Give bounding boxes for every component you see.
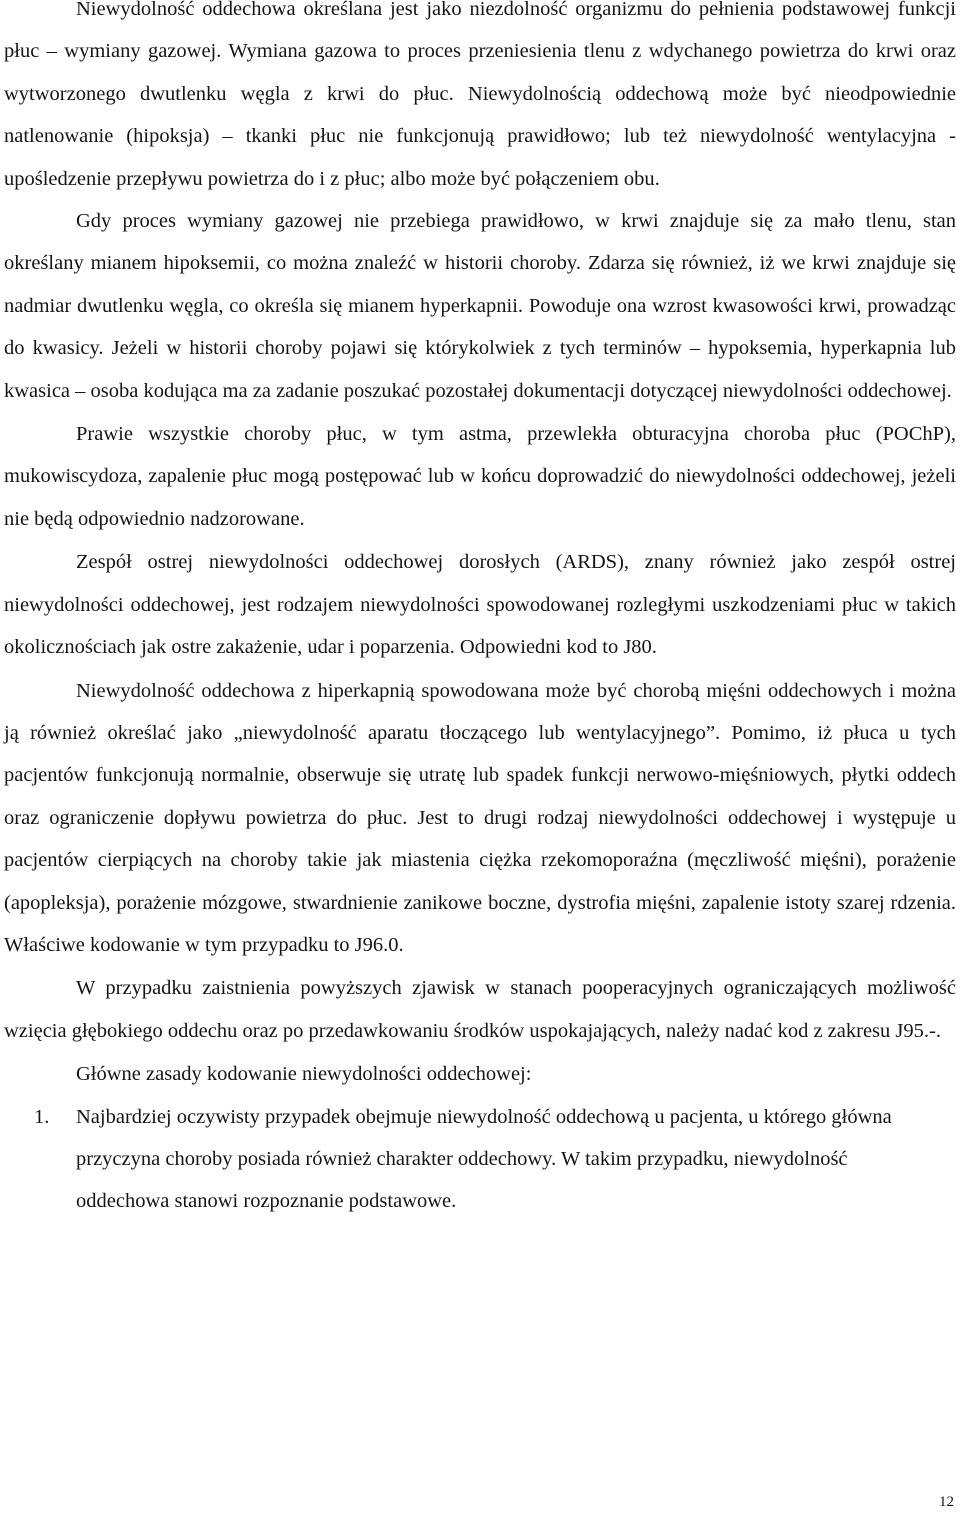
paragraph-respiratory-failure-definition: Niewydolność oddechowa określana jest jako niezdolność organizmu do pełnienia podstawowej funkcji płuc – wymiany gazowej. Wymiana gazowa to proces przeniesienia tlenu z wdychanego powietrza do krwi oraz wytworzonego dwutlenku węgla z krwi do płuc. Niewydolnością oddechową może być nieodpowiednie natlenowanie (hipoksja) – tkanki płuc nie funkcjonują prawidłowo; lub też niewydolność wentylacyjna - upośledzenie przepływu powietrza do i z płuc; albo może być połączeniem obu. — [4, 0, 956, 190]
list-item-number: 1. — [34, 1105, 50, 1128]
paragraph-gas-exchange-hypoxemia: Gdy proces wymiany gazowej nie przebiega prawidłowo, w krwi znajduje się za mało tlenu, stan określany mianem hipoksemii, co można znaleźć w historii choroby. Zdarza się również, iż we krwi znajduje się nadmiar dwutlenku węgla, co określa się mianem hyperkapnii. Powoduje ona wzrost kwasowości krwi, prowadząc do kwasicy. Jeżeli w historii choroby pojawi się którykolwiek z tych terminów – hypoksemia, hyperkapnia lub kwasica – osoba kodująca ma za zadanie poszukać pozostałej dokumentacji dotyczącej niewydolności oddechowej. — [4, 210, 956, 402]
paragraph-postoperative: W przypadku zaistnienia powyższych zjawisk w stanach pooperacyjnych ograniczających możliwość wzięcia głębokiego oddechu oraz po przedawkowaniu środków uspokajających, należy nadać kod z zakresu J95.-. — [4, 977, 956, 1042]
paragraph-hypercapnic-failure: Niewydolność oddechowa z hiperkapnią spowodowana może być chorobą mięśni oddechowych i można ją również określać jako „niewydolność aparatu tłoczącego lub wentylacyjnego”. Pomimo, iż płuca u tych pacjentów funkcjonują normalnie, obserwuje się utratę lub spadek funkcji nerwowo-mięśniowych, płytki oddech oraz ograniczenie dopływu powietrza do płuc. Jest to drugi rodzaj niewydolności oddechowej i występuje u pacjentów cierpiących na choroby takie jak miastenia ciężka rzekomoporaźna (męczliwość mięśni), porażenie (apopleksja), porażenie mózgowe, stwardnienie zanikowe boczne, dystrofia mięśni, zapalenie istoty szarej rdzenia. Właściwe kodowanie w tym przypadku to J96.0. — [4, 679, 956, 956]
page-number: 12 — [939, 1494, 954, 1510]
paragraph-coding-rules-heading: Główne zasady kodowanie niewydolności oddechowej: — [76, 1063, 532, 1086]
document-body — [4, 0, 956, 1223]
list-item-text: Najbardziej oczywisty przypadek obejmuje niewydolność oddechową u pacjenta, u którego główna przyczyna choroby posiada również charakter oddechowy. W takim przypadku, niewydolność oddechowa stanowi rozpoznanie podstawowe. — [76, 1105, 892, 1213]
list-item — [4, 1096, 956, 1223]
paragraph-lung-diseases: Prawie wszystkie choroby płuc, w tym astma, przewlekła obturacyjna choroba płuc (POChP), mukowiscydoza, zapalenie płuc mogą postępować lub w końcu doprowadzić do niewydolności oddechowej, jeżeli nie będą odpowiednio nadzorowane. — [4, 423, 956, 530]
paragraph-ards: Zespół ostrej niewydolności oddechowej dorosłych (ARDS), znany również jako zespół ostrej niewydolności oddechowej, jest rodzajem niewydolności spowodowanej rozległymi uszkodzeniami płuc w takich okolicznościach jak ostre zakażenie, udar i poparzenia. Odpowiedni kod to J80. — [4, 551, 956, 659]
